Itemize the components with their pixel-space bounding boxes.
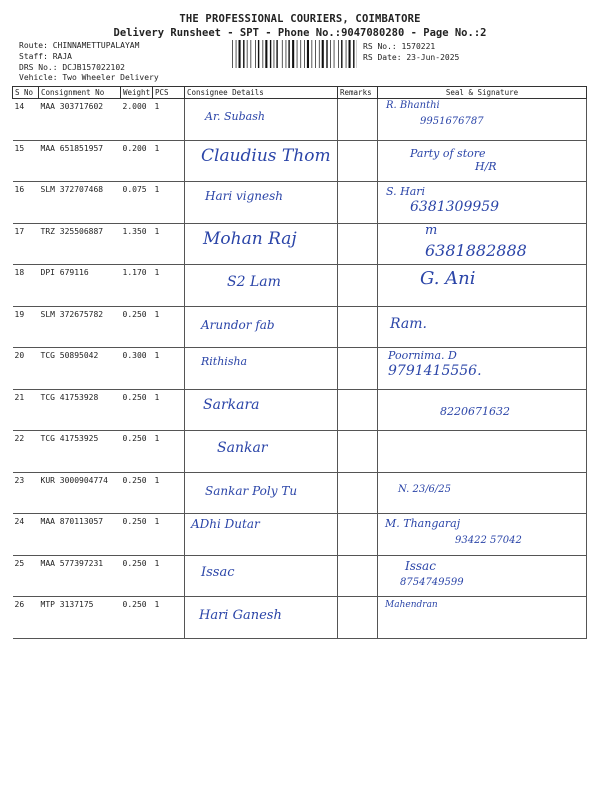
cell-sno: 25 — [13, 555, 39, 597]
cell-pcs: 1 — [153, 140, 185, 182]
handwritten-consignee: Hari vignesh — [205, 189, 284, 203]
route-label: Route: CHINNAMETTUPALAYAM — [19, 41, 140, 50]
barcode-bar — [349, 40, 351, 68]
barcode-bar — [239, 40, 241, 68]
cell-pcs: 1 — [153, 597, 185, 639]
cell-consignment: KUR 3000904774 — [39, 472, 121, 514]
runsheet-table — [12, 86, 587, 639]
col-header-consignee: Consignee Details — [185, 87, 338, 99]
handwritten-consignee: Arundor fab — [201, 317, 275, 332]
cell-sno: 23 — [13, 472, 39, 514]
cell-consignment: TCG 50895042 — [39, 348, 121, 390]
handwritten-phone: 6381309959 — [410, 199, 500, 215]
barcode-bar — [338, 40, 339, 68]
rs-date: RS Date: 23-Jun-2025 — [363, 53, 460, 62]
cell-signature — [378, 514, 587, 556]
cell-signature — [378, 265, 587, 307]
cell-signature — [378, 597, 587, 639]
handwritten-signature: Ram. — [390, 315, 427, 332]
vehicle-label: Vehicle: Two Wheeler Delivery — [19, 73, 159, 82]
cell-consignee — [185, 389, 338, 431]
cell-pcs: 1 — [153, 223, 185, 265]
cell-signature — [378, 431, 587, 473]
barcode-bar — [274, 40, 275, 68]
cell-remarks — [338, 265, 378, 307]
cell-weight: 0.250 — [121, 597, 153, 639]
cell-pcs: 1 — [153, 431, 185, 473]
cell-weight: 0.300 — [121, 348, 153, 390]
cell-consignee — [185, 306, 338, 348]
cell-remarks — [338, 389, 378, 431]
cell-signature — [378, 348, 587, 390]
barcode-bar — [353, 40, 354, 68]
cell-consignment: MAA 303717602 — [39, 99, 121, 141]
cell-sno: 18 — [13, 265, 39, 307]
cell-consignee — [185, 223, 338, 265]
table-row — [13, 514, 587, 556]
cell-consignee — [185, 431, 338, 473]
table-row — [13, 99, 587, 141]
cell-consignee — [185, 140, 338, 182]
table-row — [13, 265, 587, 307]
barcode-bar — [247, 40, 248, 68]
handwritten-phone: 9791415556. — [388, 363, 482, 379]
barcode-bar — [307, 40, 309, 68]
cell-sno: 14 — [13, 99, 39, 141]
handwritten-phone: 6381882888 — [425, 240, 527, 260]
barcode-bar — [312, 40, 313, 68]
cell-pcs: 1 — [153, 555, 185, 597]
cell-remarks — [338, 597, 378, 639]
cell-signature — [378, 99, 587, 141]
cell-signature — [378, 389, 587, 431]
table-row — [13, 597, 587, 639]
cell-remarks — [338, 555, 378, 597]
cell-sno: 19 — [13, 306, 39, 348]
cell-sno: 21 — [13, 389, 39, 431]
barcode-bar — [286, 40, 287, 68]
cell-sno: 16 — [13, 182, 39, 224]
drs-number: DRS No.: DCJB157022102 — [19, 63, 125, 72]
col-header-consignment: Consignment No — [39, 87, 121, 99]
handwritten-consignee: Ar. Subash — [205, 110, 265, 123]
barcode-bar — [319, 40, 320, 68]
table-row — [13, 472, 587, 514]
cell-weight: 0.250 — [121, 472, 153, 514]
handwritten-consignee: S2 Lam — [227, 274, 281, 290]
barcode-bar — [304, 40, 305, 68]
cell-remarks — [338, 140, 378, 182]
barcode-bar — [288, 40, 289, 68]
barcode-bar — [315, 40, 316, 68]
cell-pcs: 1 — [153, 389, 185, 431]
table-row — [13, 555, 587, 597]
handwritten-consignee: ADhi Dutar — [191, 517, 260, 531]
cell-consignee — [185, 348, 338, 390]
cell-consignee — [185, 472, 338, 514]
cell-signature — [378, 182, 587, 224]
cell-weight: 0.250 — [121, 555, 153, 597]
cell-consignment: MAA 870113057 — [39, 514, 121, 556]
cell-remarks — [338, 99, 378, 141]
cell-consignee — [185, 555, 338, 597]
barcode-bar — [322, 40, 324, 68]
cell-consignee — [185, 265, 338, 307]
cell-sno: 15 — [13, 140, 39, 182]
col-header-remarks: Remarks — [338, 87, 378, 99]
handwritten-signature: Party of store — [410, 146, 486, 160]
cell-signature — [378, 306, 587, 348]
cell-consignment: MTP 3137175 — [39, 597, 121, 639]
handwritten-consignee: Hari Ganesh — [199, 608, 282, 623]
barcode-bar — [236, 40, 237, 68]
col-header-signature: Seal & Signature — [378, 87, 587, 99]
handwritten-consignee: Sankar — [217, 440, 268, 456]
cell-weight: 2.000 — [121, 99, 153, 141]
cell-weight: 0.250 — [121, 389, 153, 431]
barcode-bar — [297, 40, 298, 68]
table-row — [13, 140, 587, 182]
cell-consignment: SLM 372675782 — [39, 306, 121, 348]
table-row — [13, 389, 587, 431]
barcode-bar — [330, 40, 331, 68]
cell-weight: 0.200 — [121, 140, 153, 182]
cell-remarks — [338, 514, 378, 556]
handwritten-phone: 8220671632 — [440, 404, 510, 418]
col-header-pcs: PCS — [153, 87, 185, 99]
cell-consignment: TCG 41753925 — [39, 431, 121, 473]
cell-pcs: 1 — [153, 99, 185, 141]
handwritten-phone: 93422 57042 — [455, 535, 522, 546]
table-row — [13, 306, 587, 348]
handwritten-signature: G. Ani — [420, 268, 476, 289]
rs-number: RS No.: 1570221 — [363, 42, 436, 51]
handwritten-consignee: Issac — [201, 564, 235, 580]
handwritten-signature: Issac — [405, 558, 436, 573]
cell-remarks — [338, 306, 378, 348]
handwritten-consignee: Mohan Raj — [203, 228, 297, 249]
cell-remarks — [338, 182, 378, 224]
handwritten-signature: m — [425, 222, 438, 238]
cell-sno: 20 — [13, 348, 39, 390]
cell-consignee — [185, 182, 338, 224]
cell-signature — [378, 223, 587, 265]
barcode-bar — [243, 40, 244, 68]
cell-sno: 22 — [13, 431, 39, 473]
cell-consignment: MAA 577397231 — [39, 555, 121, 597]
barcode-bar — [270, 40, 271, 68]
handwritten-signature: Poornima. D — [388, 349, 457, 362]
cell-weight: 0.250 — [121, 431, 153, 473]
table-row — [13, 223, 587, 265]
cell-weight: 1.350 — [121, 223, 153, 265]
cell-signature — [378, 140, 587, 182]
barcode-bar — [326, 40, 327, 68]
barcode-bar — [300, 40, 301, 68]
cell-pcs: 1 — [153, 306, 185, 348]
handwritten-signature: S. Hari — [386, 185, 426, 198]
handwritten-consignee: Rithisha — [201, 355, 248, 368]
barcode-bar — [334, 40, 335, 68]
handwritten-signature: M. Thangaraj — [385, 517, 461, 530]
table-row — [13, 348, 587, 390]
table-row — [13, 431, 587, 473]
cell-sno: 24 — [13, 514, 39, 556]
table-row — [13, 182, 587, 224]
cell-pcs: 1 — [153, 348, 185, 390]
cell-pcs: 1 — [153, 514, 185, 556]
cell-weight: 1.170 — [121, 265, 153, 307]
col-header-weight: Weight — [121, 87, 153, 99]
handwritten-consignee: Sarkara — [203, 396, 260, 413]
cell-weight: 0.250 — [121, 306, 153, 348]
cell-consignment: TCG 41753928 — [39, 389, 121, 431]
handwritten-phone: 9951676787 — [420, 116, 484, 127]
report-title: THE PROFESSIONAL COURIERS, COIMBATORE — [179, 13, 421, 25]
cell-consignment: MAA 651851957 — [39, 140, 121, 182]
handwritten-consignee: Claudius Thom — [201, 145, 331, 166]
barcode-bar — [232, 40, 233, 68]
cell-signature — [378, 555, 587, 597]
cell-remarks — [338, 472, 378, 514]
cell-weight: 0.250 — [121, 514, 153, 556]
cell-pcs: 1 — [153, 472, 185, 514]
cell-pcs: 1 — [153, 182, 185, 224]
cell-consignment: DPI 679116 — [39, 265, 121, 307]
barcode-image — [232, 40, 357, 68]
handwritten-consignee: Sankar Poly Tu — [205, 483, 298, 498]
handwritten-phone: 8754749599 — [400, 576, 464, 588]
cell-remarks — [338, 348, 378, 390]
cell-consignee — [185, 99, 338, 141]
barcode-bar — [341, 40, 342, 68]
cell-consignment: TRZ 325506887 — [39, 223, 121, 265]
handwritten-signature: R. Bhanthi — [386, 100, 440, 111]
cell-remarks — [338, 223, 378, 265]
cell-signature — [378, 472, 587, 514]
cell-sno: 26 — [13, 597, 39, 639]
cell-sno: 17 — [13, 223, 39, 265]
handwritten-signature: N. 23/6/25 — [398, 483, 452, 495]
cell-consignee — [185, 514, 338, 556]
cell-consignee — [185, 597, 338, 639]
cell-weight: 0.075 — [121, 182, 153, 224]
barcode-bar — [258, 40, 259, 68]
barcode-bar — [251, 40, 252, 68]
barcode-bar — [346, 40, 347, 68]
table-header-row — [13, 87, 587, 99]
barcode-bar — [282, 40, 283, 68]
barcode-bar — [255, 40, 256, 68]
barcode-bar — [276, 40, 277, 68]
barcode-bar — [265, 40, 267, 68]
barcode-bar — [292, 40, 294, 68]
cell-consignment: SLM 372707468 — [39, 182, 121, 224]
handwritten-signature: Mahendran — [385, 600, 438, 610]
cell-pcs: 1 — [153, 265, 185, 307]
handwritten-phone: H/R — [475, 159, 497, 173]
staff-label: Staff: RAJA — [19, 52, 72, 61]
barcode-bar — [263, 40, 264, 68]
report-subtitle: Delivery Runsheet - SPT - Phone No.:9047080280 - Page No.:2 — [113, 27, 487, 39]
col-header-sno: S No — [13, 87, 39, 99]
cell-remarks — [338, 431, 378, 473]
